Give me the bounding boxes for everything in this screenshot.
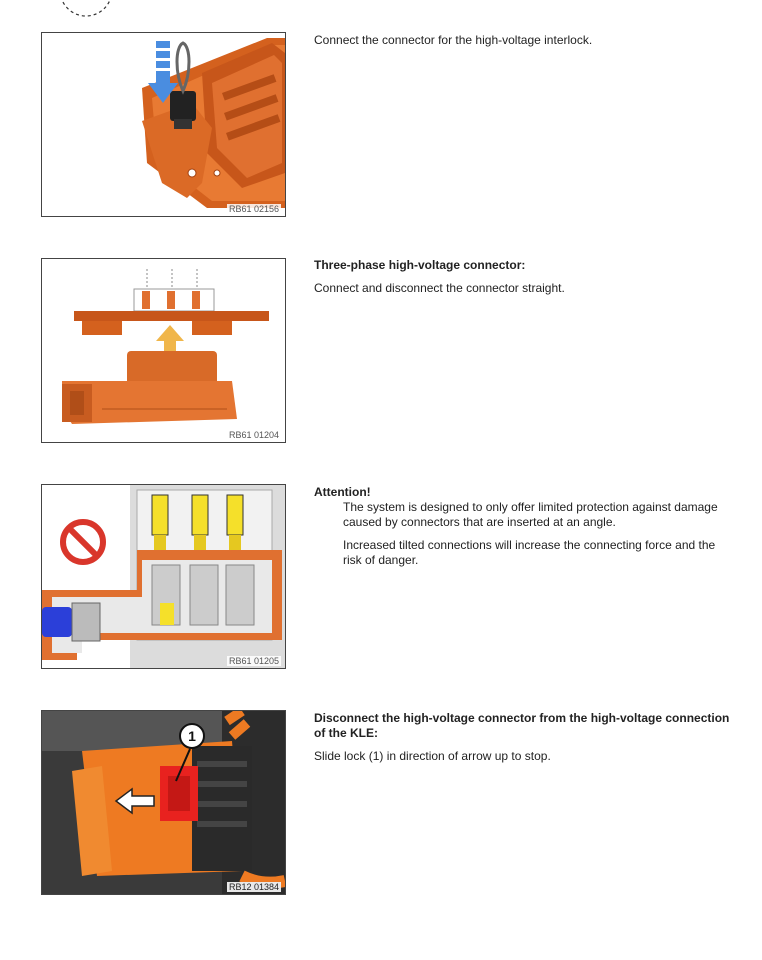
figure-code: RB61 01204 [228, 430, 279, 440]
section-disconnect [314, 711, 734, 764]
instruction-text: Slide lock (1) in direction of arrow up to stop. [314, 749, 551, 763]
attention-title: Attention! [314, 485, 371, 499]
figure-code: RB61 02156 [228, 204, 279, 214]
dashed-circle-mark [58, 0, 114, 18]
figure-interlock-connector [41, 32, 286, 217]
section-attention [314, 485, 734, 568]
callout-label: 1 [188, 728, 196, 744]
section-title: Three-phase high-voltage connector: [314, 258, 526, 272]
warning-paragraph: Increased tilted connections will increase the connecting force and the risk of danger. [343, 538, 716, 567]
figure-code: RB61 01205 [228, 656, 279, 666]
instruction-text: Connect the connector for the high-voltage interlock. [314, 33, 593, 47]
warning-paragraph: The system is designed to only offer limited protection against damage caused by connectors that are inserted at an angle. [343, 500, 718, 529]
figure-angled-insertion-warning [41, 484, 286, 669]
section-three-phase [314, 258, 734, 296]
figure-three-phase-connector [41, 258, 286, 443]
instruction-text: Connect and disconnect the connector straight. [314, 281, 565, 295]
figure-code: RB12 01384 [228, 882, 279, 892]
section-interlock [314, 33, 734, 48]
figure-kle-connector-photo [41, 710, 286, 895]
section-title: Disconnect the high-voltage connector from the high-voltage connection of the KLE: [314, 711, 730, 740]
